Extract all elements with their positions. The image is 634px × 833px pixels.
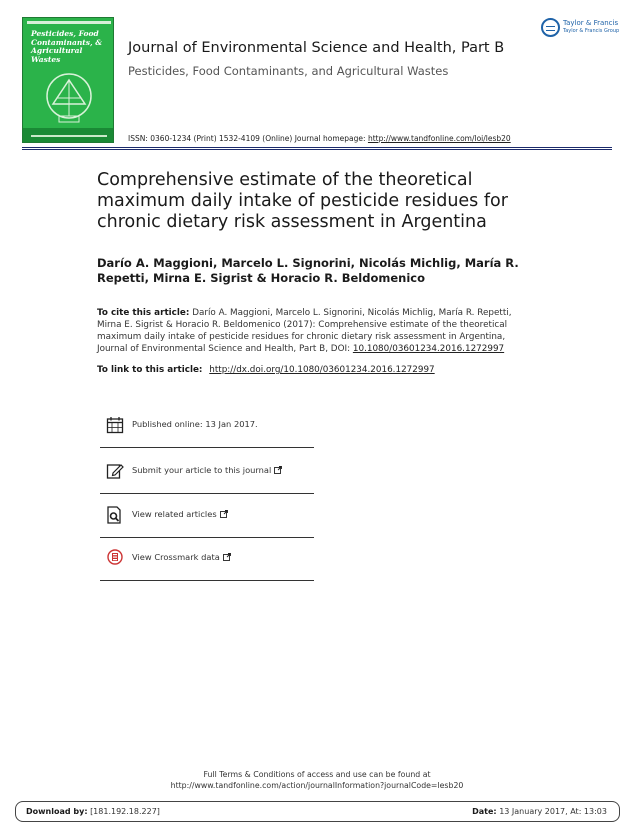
publisher-group: Taylor & Francis Group xyxy=(563,28,620,34)
publisher-logo[interactable] xyxy=(541,17,620,39)
submit-article-row[interactable] xyxy=(100,450,314,494)
external-link-icon xyxy=(223,553,231,561)
article-authors: Darío A. Maggioni, Marcelo L. Signorini, Nicolás Michlig, María R. Repetti, Mirna E. Sigrist & Horacio R. Beldomenico xyxy=(97,256,519,285)
article-doi-url-link[interactable]: http://dx.doi.org/10.1080/03601234.2016.1272997 xyxy=(209,365,435,375)
download-ip: [181.192.18.227] xyxy=(90,807,160,816)
header-rule-secondary xyxy=(22,149,612,150)
cite-label: To cite this article: xyxy=(97,308,190,318)
issn-line xyxy=(128,134,511,143)
issn-text: ISSN: 0360-1234 (Print) 1532-4109 (Online) Journal homepage: xyxy=(128,134,366,143)
external-link-icon xyxy=(274,466,282,474)
terms-line: Full Terms & Conditions of access and use can be found at xyxy=(203,770,431,779)
related-articles-icon xyxy=(106,506,124,524)
journal-homepage-link[interactable]: http://www.tandfonline.com/loi/lesb20 xyxy=(367,134,511,143)
article-link-line xyxy=(97,365,435,375)
terms-url-link[interactable]: http://www.tandfonline.com/action/journalInformation?journalCode=lesb20 xyxy=(170,781,464,790)
published-info-row xyxy=(100,404,314,448)
related-articles-row[interactable] xyxy=(100,494,314,538)
article-title: Comprehensive estimate of the theoretical maximum daily intake of pesticide residues for chronic dietary risk assessment in Argentina xyxy=(97,170,508,232)
crossmark-icon xyxy=(106,549,124,567)
submit-article-link[interactable]: Submit your article to this journal xyxy=(132,465,272,475)
publisher-name: Taylor & Francis xyxy=(563,19,619,27)
publisher-logo-icon xyxy=(541,18,560,37)
link-label: To link to this article: xyxy=(97,365,203,375)
journal-cover-image xyxy=(22,17,114,143)
download-label: Download by: xyxy=(26,807,88,816)
calendar-icon xyxy=(106,416,124,434)
journal-subtitle: Pesticides, Food Contaminants, and Agricultural Wastes xyxy=(128,64,449,78)
crossmark-link[interactable]: View Crossmark data xyxy=(132,552,220,562)
download-date: 13 January 2017, At: 13:03 xyxy=(499,807,607,816)
download-info-bar xyxy=(15,801,620,822)
doi-link[interactable]: 10.1080/03601234.2016.1272997 xyxy=(352,344,505,354)
published-date: Published online: 13 Jan 2017. xyxy=(132,419,258,429)
cover-emblem-icon xyxy=(43,70,95,126)
terms-notice xyxy=(0,769,634,791)
cite-text: Darío A. Maggioni, Marcelo L. Signorini, Nicolás Michlig, María R. Repetti, Mirna E. Sigrist & Horacio R. Beldomenico (2017): Comprehensive estimate of the theoretical maximum daily intake of pesticide residues for chronic dietary risk assessment in Argentina, Journal of Environmental Science and Health, Part B, DOI: xyxy=(97,308,512,354)
citation-block xyxy=(97,307,537,355)
cover-title: Pesticides, Food Contaminants, & Agricultural Wastes xyxy=(31,29,102,64)
header-rule xyxy=(22,147,612,148)
external-link-icon xyxy=(220,510,228,518)
related-articles-link[interactable]: View related articles xyxy=(132,509,217,519)
crossmark-row[interactable] xyxy=(100,537,314,581)
date-label: Date: xyxy=(472,807,497,816)
journal-title: Journal of Environmental Science and Health, Part B xyxy=(128,40,505,56)
edit-icon xyxy=(106,462,124,480)
